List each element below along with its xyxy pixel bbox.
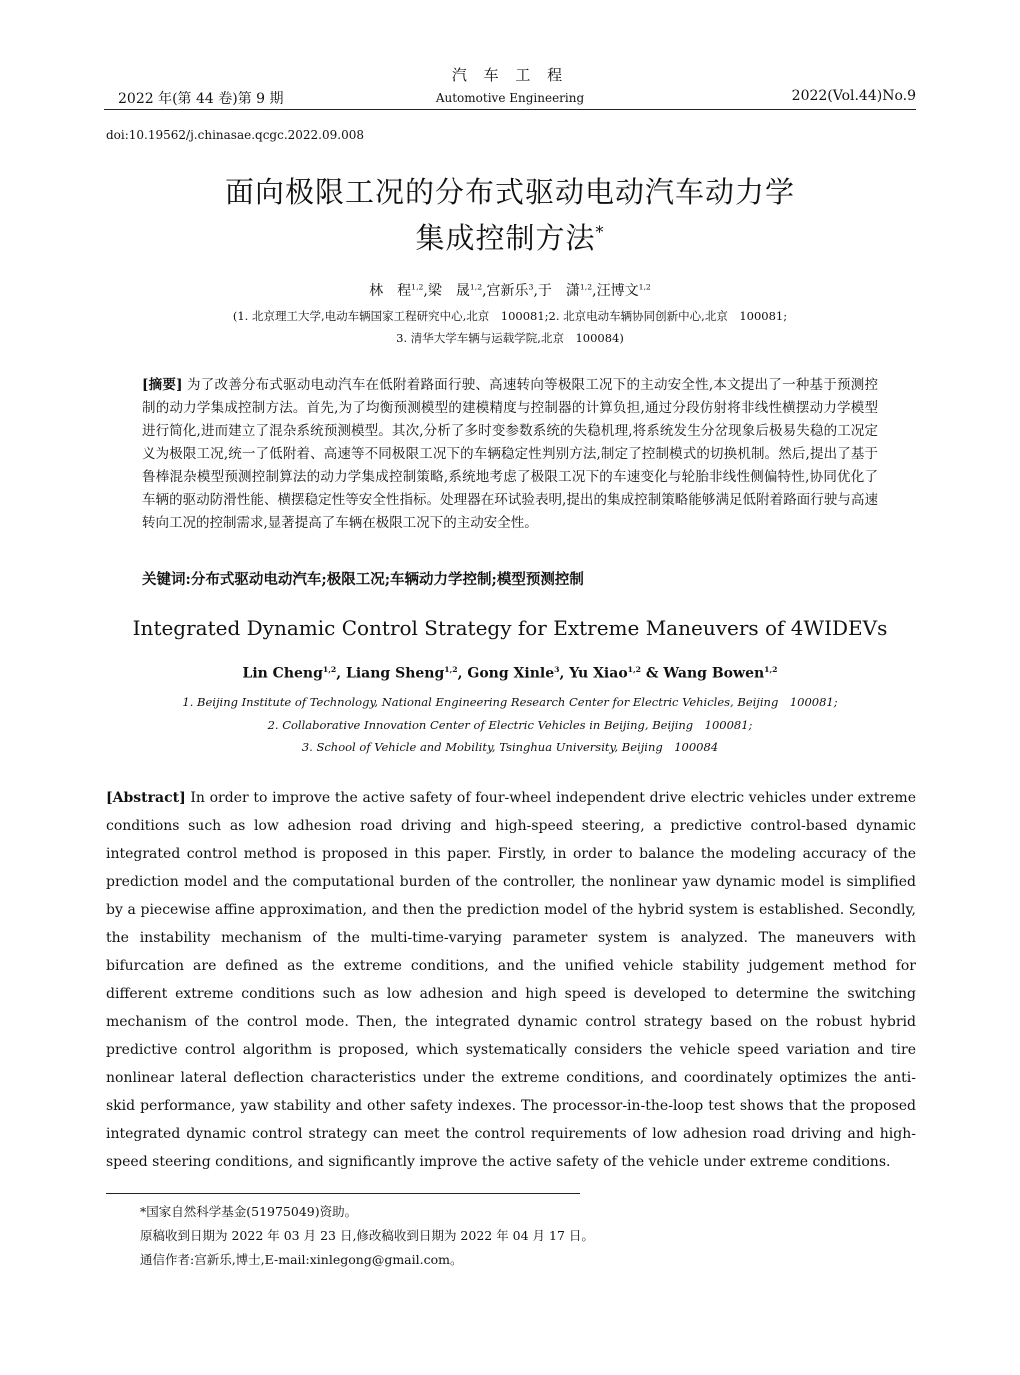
authors-cn: 林 程$^{1,2}$,梁 晟$^{1,2}$,宫新乐$^3$,于 潇$^{1,2}$,汪博文$^{1,2}$ [369,282,651,299]
footnote-divider [106,1193,580,1194]
author-en: Gong Xinle [467,665,555,682]
author-cn-affil: 1,2 [579,282,593,292]
abstract-cn-label: [摘要] [142,377,183,393]
title-en: Integrated Dynamic Control Strategy for Extreme Maneuvers of 4WIDEVs [132,616,888,640]
author-en-affil: 3 [554,665,560,674]
author-cn: 于 潇 [537,283,580,299]
title-cn-line1: 面向极限工况的分布式驱动电动汽车动力学 [224,175,795,209]
authors-en [0,665,1020,682]
author-en-affil: 1,2 [444,665,458,674]
author-cn: 汪博文 [596,283,639,299]
affiliation-en: 2. Collaborative Innovation Center of Electric Vehicles in Beijing, Beijing 100081; [267,718,753,732]
author-en-separator: , [336,665,347,682]
author-en: Liang Sheng [346,665,445,682]
author-en: Lin Cheng [242,665,323,682]
author-en: Yu Xiao [569,665,628,682]
abstract-cn-text: 为了改善分布式驱动电动汽车在低附着路面行驶、高速转向等极限工况下的主动安全性,本文提出了一种基于预测控制的动力学集成控制方法。首先,为了均衡预测模型的建模精度与控制器的计算负担,通过分段仿射将非线性横摆动力学模型进行简化,进而建立了混杂系统预测模型。其次,分析了多时变参数系统的失稳机理,将系统发生分岔现象后极易失稳的工况定义为极限工况,统一了低附着、高速等不同极限工况下的车辆稳定性判别方法,制定了控制模式的切换机制。然后,提出了基于鲁棒混杂模型预测控制算法的动力学集成控制策略,系统地考虑了极限工况下的车速变化与轮胎非线性侧偏特性,协同优化了车辆的驱动防滑性能、横摆稳定性等安全性指标。处理器在环试验表明,提出的集成控制策略能够满足低附着路面行驶与高速转向工况的控制需求,显著提高了车辆在极限工况下的主动安全性。 [142,377,878,531]
issue-info-en: 2022(Vol.44)No.9 [791,88,916,104]
title-footnote-mark: * [595,222,605,242]
author-en-separator: , [457,665,468,682]
author-cn-affil: 1,2 [469,282,483,292]
author-en: Wang Bowen [663,665,765,682]
abstract-en [106,784,916,1176]
affiliation-en: 1. Beijing Institute of Technology, National Engineering Research Center for Electric Vehicles, Beijing 100081; [182,695,838,709]
title-cn-line2 [0,216,1020,257]
doi: doi:10.19562/j.chinasae.qcgc.2022.09.008 [106,128,364,142]
author-en-affil: 1,2 [322,665,337,674]
author-en-separator: , [559,665,570,682]
abstract-cn [142,374,878,535]
header-divider [104,109,916,110]
journal-name-cn: 汽 车 工 程 [451,66,569,84]
title-cn-line2-text: 集成控制方法 [415,221,596,255]
author-en-affil: 1,2 [627,665,642,674]
issue-info-cn: 2022 年(第 44 卷)第 9 期 [118,91,284,107]
affiliation-cn: 3. 清华大学车辆与运载学院,北京 100084) [396,331,624,345]
author-cn-affil: 1,2 [411,282,424,292]
author-en-affil: 1,2 [764,665,778,674]
author-en-separator: & [641,665,664,682]
footnote-received: 原稿收到日期为 2022 年 03 月 23 日,修改稿收到日期为 2022 年 04 月 17 日。 [140,1228,594,1243]
author-cn-affil: 1,2 [638,282,651,292]
footnote-correspondence: 通信作者:宫新乐,博士,E-mail:xinlegong@gmail.com。 [140,1252,463,1267]
footnote-funding: *国家自然科学基金(51975049)资助。 [140,1204,358,1219]
affiliation-en: 3. School of Vehicle and Mobility, Tsinghua University, Beijing 100084 [301,740,719,754]
author-cn: 梁 晟 [427,283,470,299]
author-cn: 宫新乐 [486,283,529,299]
abstract-en-label: [Abstract] [106,790,186,806]
keywords-cn: 关键词:分布式驱动电动汽车;极限工况;车辆动力学控制;模型预测控制 [142,571,584,588]
author-cn: 林 程 [369,283,412,299]
abstract-en-text: In order to improve the active safety of four-wheel independent drive electric vehicles under extreme conditions such as low adhesion road driving and high-speed steering, a predictive control-based dynamic integrated control method is proposed in this paper. Firstly, in order to balance the modeling accuracy of the prediction model and the computational burden of the controller, the nonlinear yaw dynamic model is simplified by a piecewise affine approximation, and then the prediction model of the hybrid system is established. Secondly, the instability mechanism of the multi-time-varying parameter system is analyzed. The maneuvers with bifurcation are defined as the extreme conditions, and the unified vehicle stability judgement method for different extreme conditions such as low adhesion and high speed is developed to determine the switching mechanism of the control mode. Then, the integrated dynamic control strategy based on the robust hybrid predictive control algorithm is proposed, which systematically considers the vehicle speed variation and tire nonlinear lateral deflection characteristics under the extreme conditions, and coordinately optimizes the anti-skid performance, yaw stability and other safety indexes. The processor-in-the-loop test shows that the proposed integrated dynamic control strategy can meet the control requirements of low adhesion road driving and high-speed steering conditions, and significantly improve the active safety of the vehicle under extreme conditions. [106,790,916,1170]
author-cn-affil: 3 [528,282,534,292]
journal-name-en: Automotive Engineering [435,91,585,105]
affiliation-cn: (1. 北京理工大学,电动车辆国家工程研究中心,北京 100081;2. 北京电动车辆协同创新中心,北京 100081; [232,309,788,323]
